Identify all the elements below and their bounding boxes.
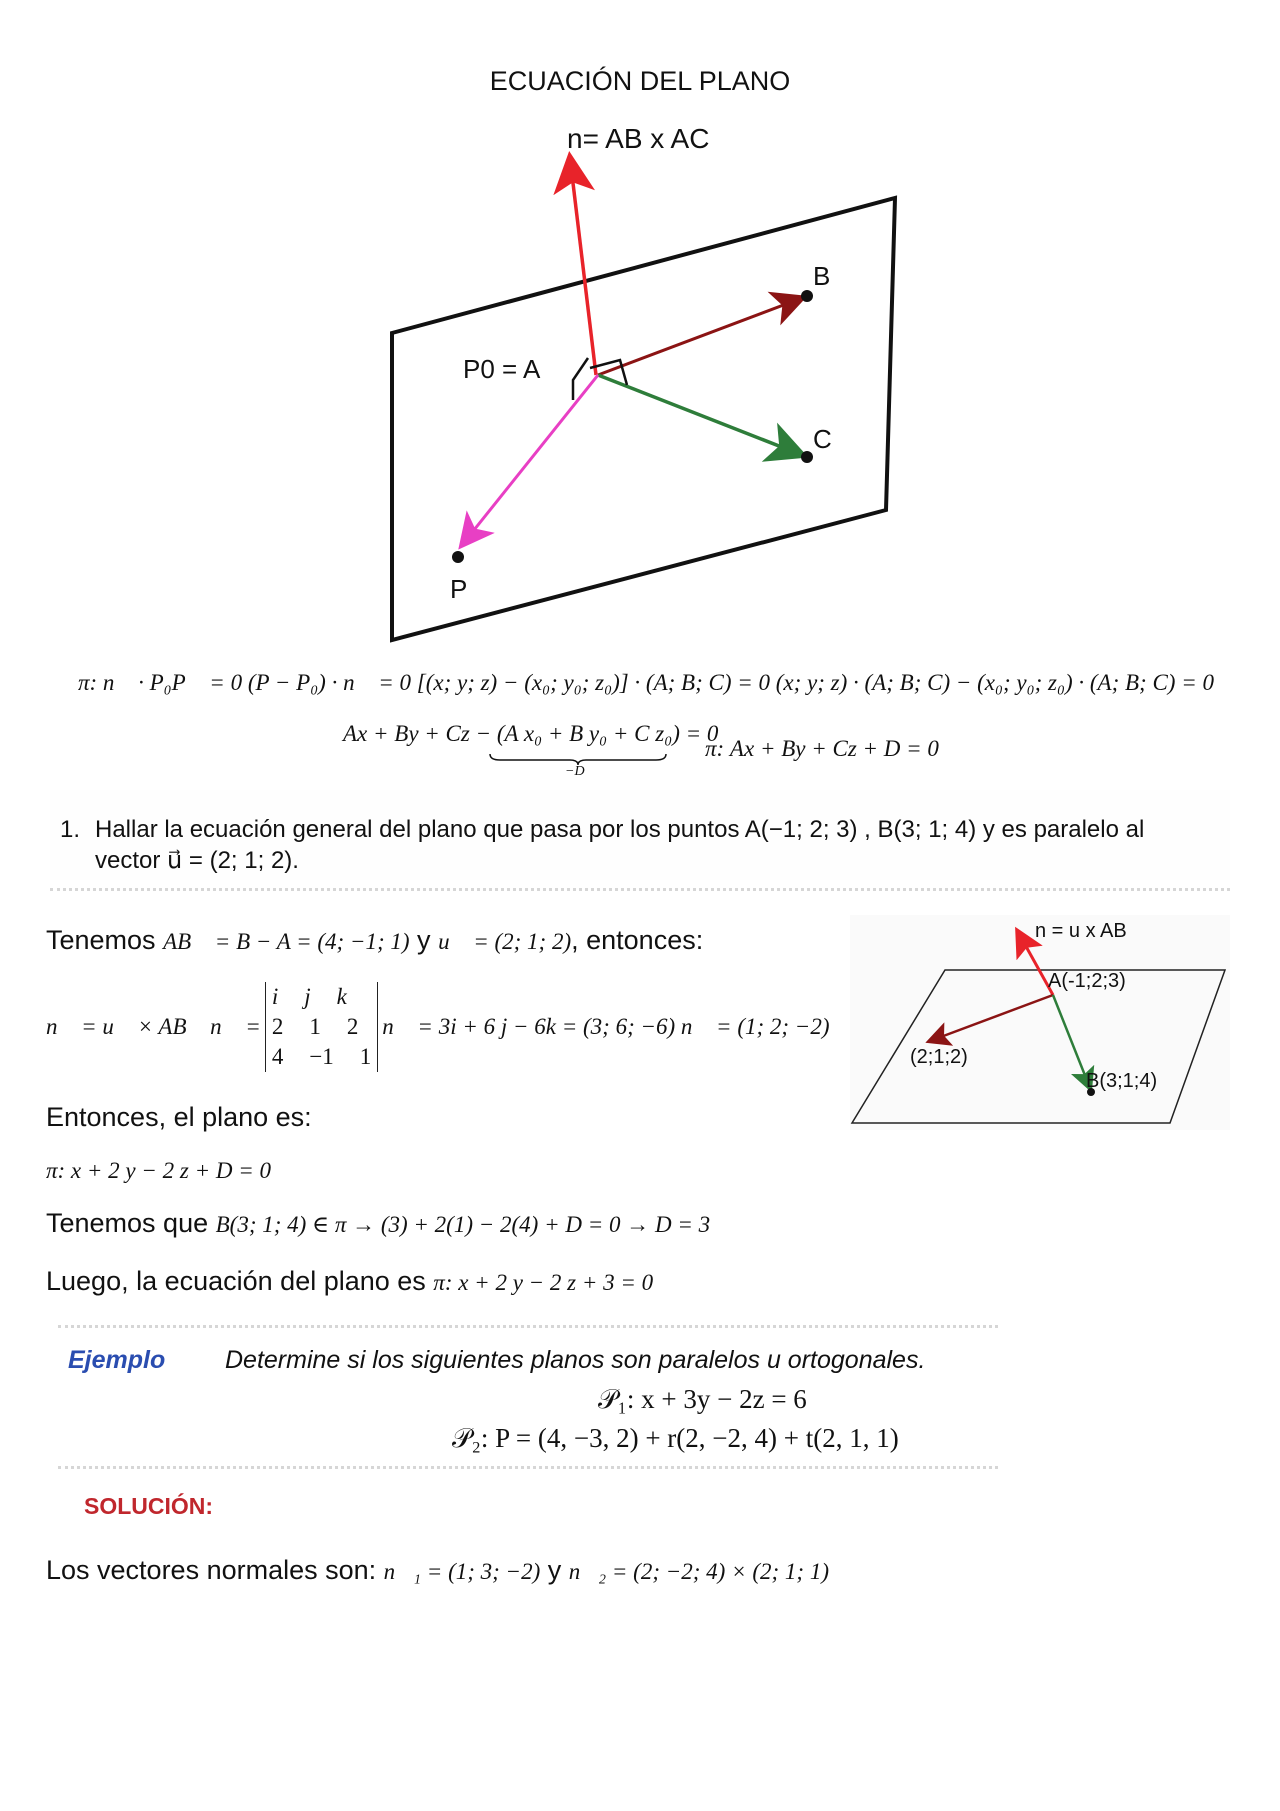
cross-prefix: n⃗ = u⃗ × AB⃗ n⃗ = — [46, 1014, 261, 1039]
normal-vector — [570, 158, 596, 375]
formula-line-2-left: Ax + By + Cz − (A x₀ + B y₀ + C z₀) = 0 — [343, 721, 719, 746]
example-label: Ejemplo — [68, 1346, 166, 1374]
divider — [58, 1325, 998, 1328]
det-cell: −1 — [309, 1044, 334, 1069]
example-prompt: Determine si los siguientes planos son paralelos u ortogonales. — [225, 1346, 926, 1374]
normals-mid: y — [540, 1555, 569, 1585]
divider — [50, 888, 1230, 891]
point-c-label: C — [813, 424, 832, 454]
vector-ab — [598, 298, 802, 375]
det-cell: i — [271, 984, 279, 1009]
normals-line — [46, 1555, 829, 1586]
point-p-label: P — [450, 574, 468, 604]
tenemos-mid: y — [409, 925, 439, 955]
cross-product-line — [46, 982, 829, 1072]
vector-ap — [462, 375, 598, 545]
exercise-line-2: vector u⃗ = (2; 1; 2). — [95, 847, 299, 874]
normal-label-2: n = u x AB — [1035, 920, 1127, 942]
ab-vector-math: AB⃗ = B − A = (4; −1; 1) — [163, 929, 410, 954]
luego-line — [46, 1266, 653, 1297]
det-cell: 1 — [359, 1044, 372, 1069]
tenemos-que-math: B(3; 1; 4) ∈ π → (3) + 2(1) − 2(4) + D = 0 → D = 3 — [215, 1212, 711, 1237]
tenemos-suffix: , entonces: — [571, 925, 704, 955]
plane-diagram-2 — [850, 915, 1230, 1130]
point-p-dot — [452, 551, 464, 563]
normals-text: Los vectores normales son: — [46, 1555, 384, 1585]
u-label-2: (2;1;2) — [910, 1046, 968, 1068]
luego-text: Luego, la ecuación del plano es — [46, 1266, 434, 1296]
exercise-number: 1. — [60, 816, 81, 843]
det-row — [272, 982, 371, 1012]
point-a-label: P0 = A — [463, 354, 541, 384]
plane-diagram — [380, 120, 920, 650]
point-a-label-2: A(-1;2;3) — [1048, 970, 1126, 992]
normal-2-math: n⃗₂ = (2; −2; 4) × (2; 1; 1) — [568, 1559, 829, 1584]
det-row — [272, 1012, 371, 1042]
tenemos-que-text: Tenemos que — [46, 1208, 216, 1238]
det-cell: 2 — [271, 1014, 284, 1039]
plane-p1: 𝒫₁: x + 3y − 2z = 6 — [598, 1384, 807, 1414]
det-cell: 2 — [346, 1014, 359, 1039]
point-b-dot — [801, 290, 813, 302]
point-b-label: B — [813, 261, 831, 291]
determinant — [265, 982, 378, 1072]
formula-line-1: π: n⃗ · P₀P⃗ = 0 (P − P₀) · n⃗ = 0 [(x; y; z) − (x₀; y₀; z₀)] · (A; B; C) = 0 (x; y; z) · (A; B; C) − (x₀; y₀; z₀) · (A; B; C) = 0 — [78, 670, 1214, 695]
vector-ac — [598, 375, 802, 455]
underbrace-label: −D — [565, 764, 585, 779]
point-c-dot — [801, 451, 813, 463]
det-cell: 1 — [309, 1014, 321, 1039]
plane-partial: π: x + 2 y − 2 z + D = 0 — [46, 1158, 271, 1183]
u-vector-math: u⃗ = (2; 1; 2) — [438, 929, 572, 954]
plane-p2: 𝒫₂: P = (4, −3, 2) + r(2, −2, 4) + t(2, 1, 1) — [452, 1423, 899, 1453]
divider — [58, 1466, 998, 1469]
solution-label: SOLUCIÓN: — [84, 1493, 214, 1519]
exercise-line-1: Hallar la ecuación general del plano que pasa por los puntos A(−1; 2; 3) , B(3; 1; 4) y es paralelo al — [95, 816, 1145, 843]
normal-1-math: n⃗₁ = (1; 3; −2) — [383, 1559, 541, 1584]
det-cell: k — [336, 984, 347, 1009]
entonces-text: Entonces, el plano es: — [46, 1102, 312, 1132]
page-title: ECUACIÓN DEL PLANO — [489, 66, 791, 96]
formula-line-2-right: π: Ax + By + Cz + D = 0 — [705, 736, 939, 761]
tenemos-line — [46, 925, 703, 956]
exercise-1-block — [50, 790, 1230, 880]
luego-math: π: x + 2 y − 2 z + 3 = 0 — [433, 1270, 654, 1295]
normal-label: n= AB x AC — [567, 123, 710, 154]
tenemos-prefix: Tenemos — [46, 925, 164, 955]
det-cell: j — [304, 984, 311, 1009]
point-b-label-2: B(3;1;4) — [1086, 1070, 1158, 1092]
det-row — [272, 1042, 371, 1072]
right-angle-mark — [573, 358, 627, 400]
cross-suffix: n⃗ = 3i + 6 j − 6k = (3; 6; −6) n⃗ = (1; 2; −2) — [382, 1014, 830, 1039]
tenemos-que-line — [46, 1208, 710, 1239]
det-cell: 4 — [271, 1044, 284, 1069]
